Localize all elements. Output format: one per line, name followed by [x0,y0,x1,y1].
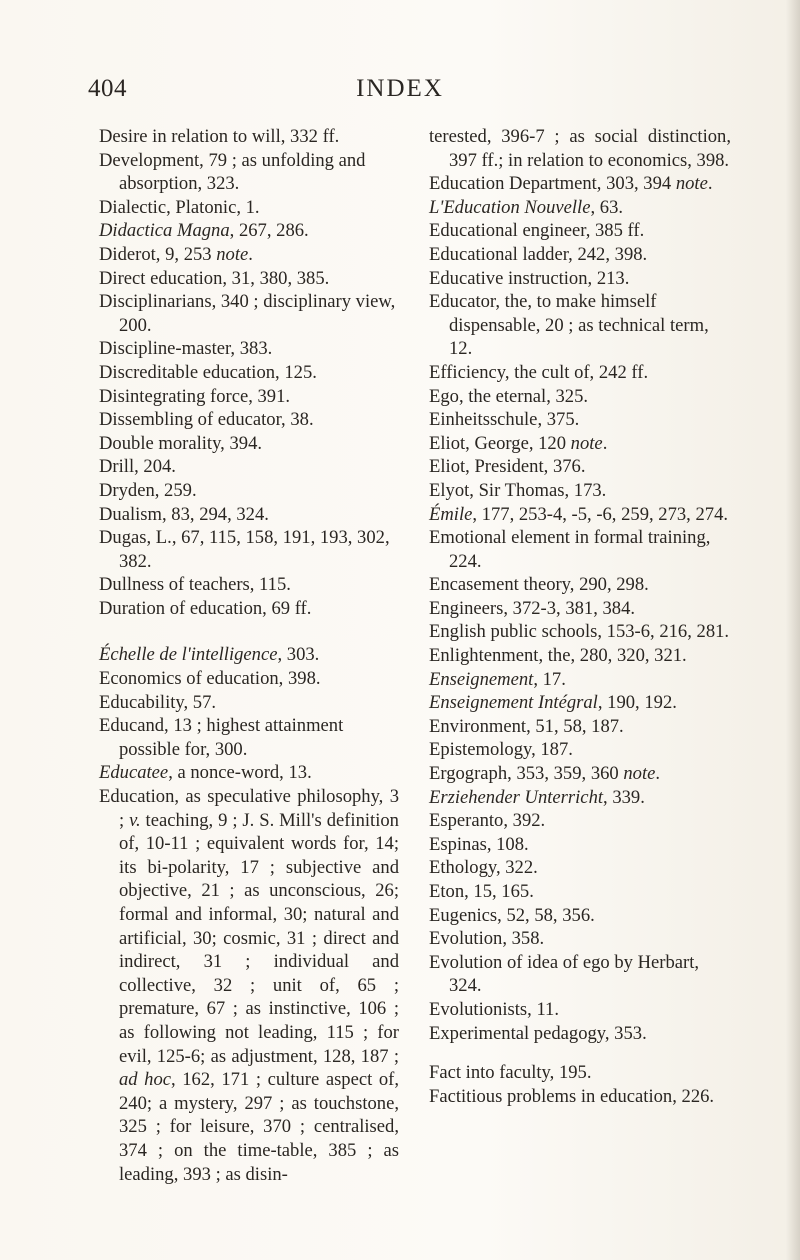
index-entry [99,691,399,715]
index-entry [429,833,731,857]
entry-text: , 267, 286. [229,220,309,242]
entry-text: , a nonce-word, 13. [168,762,312,784]
entry-text: Discreditable education, 125. [99,361,317,383]
index-entry [429,1061,731,1085]
index-entry [99,761,399,785]
entry-italic-note: note [623,763,656,785]
entry-italic-note: note [570,432,603,454]
index-entry [99,432,399,456]
entry-text: Educative instruction, 213. [429,267,630,289]
index-entry [429,856,731,880]
index-entry [99,149,399,196]
index-entry [429,573,731,597]
entry-text: Einheitsschule, 375. [429,409,580,431]
entry-text: Diderot, 9, 253 [99,243,217,265]
entry-text: Duration of education, 69 ff. [99,597,312,619]
entry-italic-title: Enseignement Intégral [429,692,598,714]
entry-italic-title: L'Education Nouvelle [429,196,591,218]
index-entry [99,573,399,597]
entry-text: Education, as speculative philosophy, 3 ; [99,786,399,831]
entry-italic-title: Échelle de l'intelligence [99,644,278,666]
entry-text: , 177, 253-4, -5, -6, 259, 273, 274. [472,503,729,525]
index-entry [99,337,399,361]
index-entry [99,455,399,479]
index-entry [99,714,399,761]
index-entry [99,243,399,267]
entry-text: Eliot, President, 376. [429,456,586,478]
index-entry [99,643,399,667]
index-entry [429,503,731,527]
index-entry [429,267,731,291]
entry-text: Encasement theory, 290, 298. [429,574,649,596]
entry-italic-title: Erziehender Unterricht [429,786,604,808]
index-entry [99,196,399,220]
index-entry [99,503,399,527]
entry-text: teaching, 9 ; J. S. Mill's definition of, 10-11 ; equivalent words for, 14; its bi-polarity, 17 ; subjective and objective, 21 ; as unconscious, 26; formal and informal, 30; natural and artificial, 30; cosmic, 31 ; direct and indirect, 31 ; individual and collective, 32 ; unit of, 65 ; premature, 67 ; as instinctive, 106 ; as following not leading, 115 ; for evil, 125-6; as adjustment, 128, 187 ; [119,809,399,1067]
index-entry [429,290,731,361]
entry-text: Disintegrating force, 391. [99,385,291,407]
index-entry [429,385,731,409]
index-entry [429,998,731,1022]
entry-text: Educator, the, to make himself dispensable, 20 ; as technical term, 12. [429,291,709,360]
entry-text: Discipline-master, 383. [99,338,273,360]
index-entry [429,526,731,573]
entry-text: Ego, the eternal, 325. [429,385,589,407]
index-entry [99,267,399,291]
entry-text: Dissembling of educator, 38. [99,409,314,431]
entry-text: Education Department, 303, 394 [429,173,676,195]
index-entry [429,809,731,833]
entry-text: Dialectic, Platonic, 1. [99,196,260,218]
entry-text: English public schools, 153-6, 216, 281. [429,621,730,643]
entry-text: Direct education, 31, 380, 385. [99,267,330,289]
index-entry [429,479,731,503]
index-entry [429,644,731,668]
entry-text: Dryden, 259. [99,479,197,501]
entry-text: Educand, 13 ; highest attainment possible for, 300. [99,715,344,760]
entry-text: Drill, 204. [99,456,176,478]
entry-text: Disciplinarians, 340 ; disciplinary view, 200. [99,291,396,336]
entry-italic-title: Didactica Magna [99,220,230,242]
index-entry [99,597,399,621]
index-entry [99,785,399,1186]
entry-text: terested, 396-7 ; as social distinction, 397 ff.; in relation to economics, 398. [429,126,731,171]
entry-text: Esperanto, 392. [429,810,546,832]
entry-italic-title: Educatee [99,762,169,784]
entry-text: Dugas, L., 67, 115, 158, 191, 193, 302, 382. [99,527,390,572]
entry-italic-note: note [675,173,708,195]
entry-text: . [707,173,713,195]
entry-text: , 17. [533,668,566,690]
index-entry [99,385,399,409]
entry-text: Eliot, George, 120 [429,432,571,454]
page-edge-shadow [786,0,800,1260]
entry-text: Desire in relation to will, 332 ff. [99,126,340,147]
entry-text: Eton, 15, 165. [429,881,534,902]
entry-text: Educational ladder, 242, 398. [429,243,648,265]
index-entry [429,196,731,220]
index-entry [429,597,731,621]
entry-text: , 303. [277,644,320,666]
entry-text: Double morality, 394. [99,432,263,454]
index-entry [429,361,731,385]
entry-italic-title: Émile [429,503,473,525]
entry-text: Evolutionists, 11. [429,998,559,1020]
entry-text: . [655,763,661,785]
index-entry [429,1022,731,1046]
index-entry [429,172,731,196]
entry-text: Ethology, 322. [429,857,538,879]
index-entry [429,219,731,243]
entry-text: Experimental pedagogy, 353. [429,1022,647,1044]
entry-text: , 339. [603,786,645,808]
entry-text: . [248,243,253,265]
index-entry [429,432,731,456]
index-entry [429,1085,731,1109]
entry-text: Eugenics, 52, 58, 356. [429,904,595,926]
index-entry [99,408,399,432]
index-entry [99,219,399,243]
index-entry [99,361,399,385]
entry-text: , 162, 171 ; culture aspect of, 240; a mystery, 297 ; as touchstone, 325 ; for leisure, 370 ; centralised, 374 ; on the time-table, 385 ; as leading, 393 ; as disin- [119,1069,399,1185]
index-entry [429,125,731,172]
entry-text: Elyot, Sir Thomas, 173. [429,479,607,501]
entry-text: Educational engineer, 385 ff. [429,220,645,242]
index-entry [429,927,731,951]
entry-text: Economics of education, 398. [99,668,321,690]
entry-text: Evolution, 358. [429,928,545,950]
entry-italic-note: ad hoc [119,1069,172,1091]
entry-text: Dualism, 83, 294, 324. [99,503,269,525]
page-number: 404 [88,75,127,102]
entry-text: Fact into faculty, 195. [429,1062,592,1084]
entry-italic-note: note [216,243,249,265]
running-head [0,75,800,115]
entry-italic-note: v. [129,809,141,831]
index-entry [429,904,731,928]
index-entry [429,786,731,810]
index-entry [429,620,731,644]
index-entry [429,951,731,998]
entry-text: . [602,432,608,454]
entry-text: , 63. [590,196,624,218]
index-entry [429,243,731,267]
index-entry [429,738,731,762]
entry-text: Enlightenment, the, 280, 320, 321. [429,645,687,667]
index-entry [429,408,731,432]
entry-text: Efficiency, the cult of, 242 ff. [429,361,649,383]
index-entry [99,290,399,337]
page-title: INDEX [356,75,444,102]
entry-text: Evolution of idea of ego by Herbart, 324. [429,951,700,997]
index-entry [429,715,731,739]
entry-text: Emotional element in formal training, 224. [429,527,711,572]
entry-italic-title: Enseignement [429,668,534,690]
entry-text: Environment, 51, 58, 187. [429,715,624,737]
entry-text: Epistemology, 187. [429,739,573,761]
entry-text: Educability, 57. [99,691,217,713]
index-entry [99,125,399,149]
index-column-right [429,125,731,1108]
index-entry [99,526,399,573]
entry-text: Development, 79 ; as unfolding and absorption, 323. [99,149,366,195]
index-entry [429,668,731,692]
index-entry [429,762,731,786]
entry-text: Engineers, 372-3, 381, 384. [429,597,636,619]
entry-text: Factitious problems in education, 226. [429,1085,715,1107]
index-entry [99,479,399,503]
entry-text: Dullness of teachers, 115. [99,574,291,596]
index-entry [99,667,399,691]
index-column-left [99,125,399,1186]
entry-text: Ergograph, 353, 359, 360 [429,763,624,785]
index-entry [429,880,731,904]
index-entry [429,455,731,479]
entry-text: Espinas, 108. [429,833,529,855]
entry-text: , 190, 192. [597,692,677,714]
index-entry [429,691,731,715]
